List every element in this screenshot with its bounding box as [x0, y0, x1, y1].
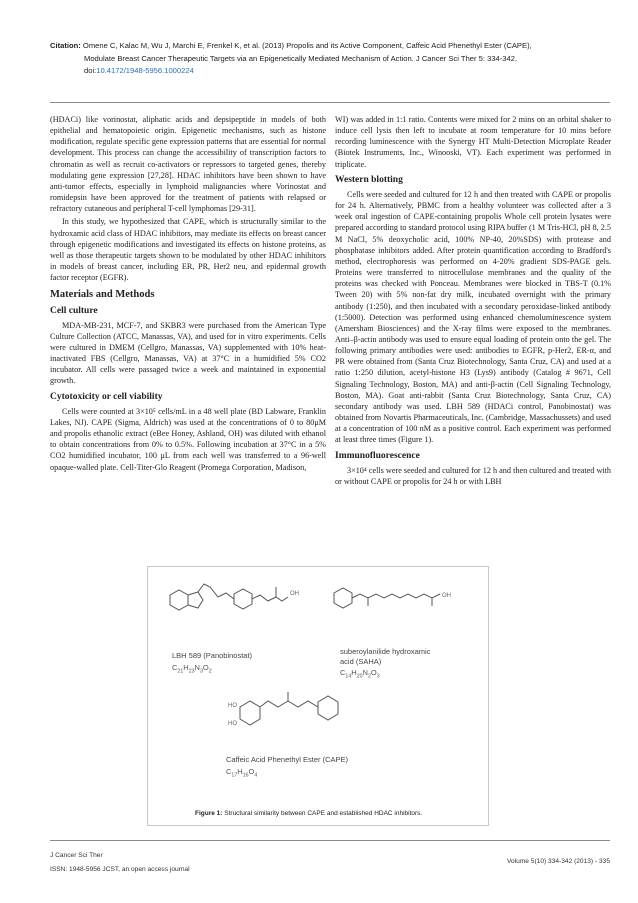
- footer-volume: Volume 5(10) 334-342 (2013) - 335: [506, 858, 610, 865]
- right-paragraph-3: 3×10⁴ cells were seeded and cultured for 12 h and then cultured and treated with or without CAPE or propolis for 24 h or with LBH: [335, 465, 611, 486]
- cape-formula: $C_{17}H_{16}O_4$: [226, 767, 258, 779]
- citation-block: [50, 40, 610, 78]
- lbh-name: LBH 589 (Panobinostat): [172, 651, 253, 660]
- header-rule: [50, 102, 610, 103]
- oh-label-lbh: OH: [290, 591, 299, 597]
- left-column: [50, 114, 326, 473]
- figure-caption: [195, 810, 422, 817]
- citation-label: Citation:: [50, 41, 81, 50]
- lbh-formula: $C_{21}H_{23}N_3O_2$: [172, 663, 212, 675]
- lbh589-structure: [170, 584, 288, 610]
- caption-text: Structural similarity between CAPE and established HDAC inhibitors.: [224, 810, 423, 817]
- left-paragraph-4: Cells were counted at 3×10⁵ cells/mL in a 48 well plate (BD Labware, Franklin Lakes, NJ). CAPE (Sigma, Aldrich) was used at the concentrations of 0 to 80μM and propolis ethanolic extract (eBee Honey, Ashland, OH) was diluted with ethanol to obtain concentrations from 0% to 0.5%. Following incubation at 37°C in a 5% CO2 humidified incubator, 100 μL from each well was transferred to a 96-well opaque-walled plate. Cell-Titer-Glo Reagent (Promega Corporation, Madison,: [50, 406, 326, 472]
- right-column: [335, 114, 611, 487]
- right-paragraph-1: WI) was added in 1:1 ratio. Contents were mixed for 2 mins on an orbital shaker to induce cell lysis then left to incubate at room temperature for 10 mins before recording luminescence with the Synergy HT Multi-Detection Microplate Reader (Biotek Instruments, Inc., Winooski, VT). Each experiment was performed in triplicate.: [335, 115, 611, 169]
- oh-label-saha: OH: [442, 593, 451, 599]
- citation-doi: [50, 65, 610, 78]
- left-paragraph-2: In this study, we hypothesized that CAPE, which is structurally similar to the hydroxamic acid class of HDAC inhibitors, may mediate its effects on breast cancer through epigenetic modifications and investigated its effects on histone proteins, as well as those therapeutic targets shown to be modulated by other HDAC inhibitors in models of breast cancer, including ER, PR, Her2 neu, and epidermal growth factor receptor (EGFR).: [50, 217, 326, 283]
- saha-name-2: acid (SAHA): [340, 657, 382, 666]
- doi-prefix: doi:: [84, 66, 97, 75]
- subheading-cytotoxicity: Cytotoxicity or cell viability: [50, 391, 163, 402]
- footer-issn: ISSN: 1948-5956 JCST, an open access journal: [50, 866, 190, 873]
- subheading-cell-culture: Cell culture: [50, 305, 98, 316]
- subheading-immunofluorescence: Immunofluorescence: [335, 450, 420, 461]
- subheading-western-blotting: Western blotting: [335, 174, 403, 185]
- doi-link[interactable]: 10.4172/1948-5956.1000224: [96, 66, 194, 75]
- cape-name: Caffeic Acid Phenethyl Ester (CAPE): [226, 755, 348, 764]
- chemical-structures: [148, 567, 488, 825]
- footer-journal: J Cancer Sci Ther: [50, 852, 103, 859]
- cape-structure: [240, 692, 338, 725]
- caption-label: Figure 1:: [195, 810, 223, 817]
- citation-line2: Modulate Breast Cancer Therapeutic Targets via an Epigenetically Mediated Mechanism of Action. J Cancer Sci Ther 5: 334-342.: [84, 53, 518, 63]
- citation-line1: Omene C, Kalac M, Wu J, Marchi E, Frenkel K, et al. (2013) Propolis and its Active Component, Caffeic Acid Phenethyl Ester (CAPE),: [82, 41, 532, 50]
- saha-name-1: suberoylanilide hydroxamic: [340, 647, 431, 656]
- footer-rule: [50, 840, 610, 841]
- section-heading-methods: Materials and Methods: [50, 289, 155, 301]
- right-paragraph-2: Cells were seeded and cultured for 12 h and then treated with CAPE or propolis for 24 h. Alternatively, PBMC from a healthy volunteer was collected after a 3 week oral ingestion of CAPE-containing propolis Whole cell protein lysates were prepared according to standard protocol using RIPA buffer (1 M Tris-HCl, pH 8, 2.5 M NaCl, 5% deoxycholic acid, 100% NP-40, 20%SDS) with protease and phosphatase inhibitors added. After protein quantification according to Bradford's method, electrophoresis was performed on 4-20% gradient SDS-PAGE gels. Proteins were transferred to nitrocellulose membranes and the quality of the proteins was checked with Ponceau. Membranes were blocked in TBS-T (0.1% Tween 20) with 5% non-fat dry milk, incubated overnight with the primary antibody (1:250), and then incubated with a secondary peroxidase-linked antibody (1:5000). Detection was performed using enhanced chemoluminescence system (Amersham Biosciences) and the X-ray films were exposed to the membranes. Anti–β-actin antibody was used to ensure equal loading of protein onto the gel. The following primary antibodies were used: antibodies to EGFR, p-Her2, ER-α, and PR were obtained from (Santa Cruz Biotechnology, Santa Cruz, CA) and used at a ratio 1:250 dilution, acetyl-histone H3 (Lys9) antibody (Catalog # 9671, Cell Signaling Technology, Boston, MA) and anti-β-actin (Cell Signaling Technology, Boston, MA). Goat anti-rabbit (Santa Cruz Biotechnology, Santa Cruz, CA) secondary antibody was used. LBH 589 (HDACi control, Panobinostat) was obtained from Novartis Pharmaceuticals, Inc. (Cambridge, Massachussets) and used at a concentration of 100 nM as a positive control. Each experiment was performed at least three times (Figure 1).: [335, 189, 611, 445]
- ho-label-2: HO: [228, 721, 237, 727]
- ho-label-1: HO: [228, 703, 237, 709]
- figure-1: [147, 566, 489, 826]
- saha-formula: $C_{14}H_{20}N_2O_3$: [340, 668, 380, 680]
- left-paragraph-1: (HDACi) like vorinostat, aliphatic acids and depsipeptide in models of both epithelial and hematopoietic origin. Epigenetic mechanisms, such as histone modification, regulate specific gene expression patterns that are essential for normal development. This process can change the accessibility of transcription factors to chromatin as well as recruit co-activators or repressors to targeted genes, thereby modulating gene expression [27,28]. HDAC inhibitors have been shown to have anti-tumor effects, especially in lymphoid malignancies where Vorinostat and romidepsin have been approved for the treatment of patients with relapsed or refractory cutaneous and peripheral T-cell lymphomas [29-31].: [50, 115, 326, 214]
- saha-structure: [334, 588, 440, 608]
- left-paragraph-3: MDA-MB-231, MCF-7, and SKBR3 were purchased from the American Type Culture Collection (ATCC, Manassas, VA), and used for in vitro experiments. Cells were cultured in DMEM (Cellgro, Manassas, VA) supplemented with 10% heat-inactivated FBS (Cellgro, Manassas, VA) at 37°C in a humidified 5% CO2 incubator. All cells were passaged twice a week and maintained in exponential growth.: [50, 320, 326, 386]
